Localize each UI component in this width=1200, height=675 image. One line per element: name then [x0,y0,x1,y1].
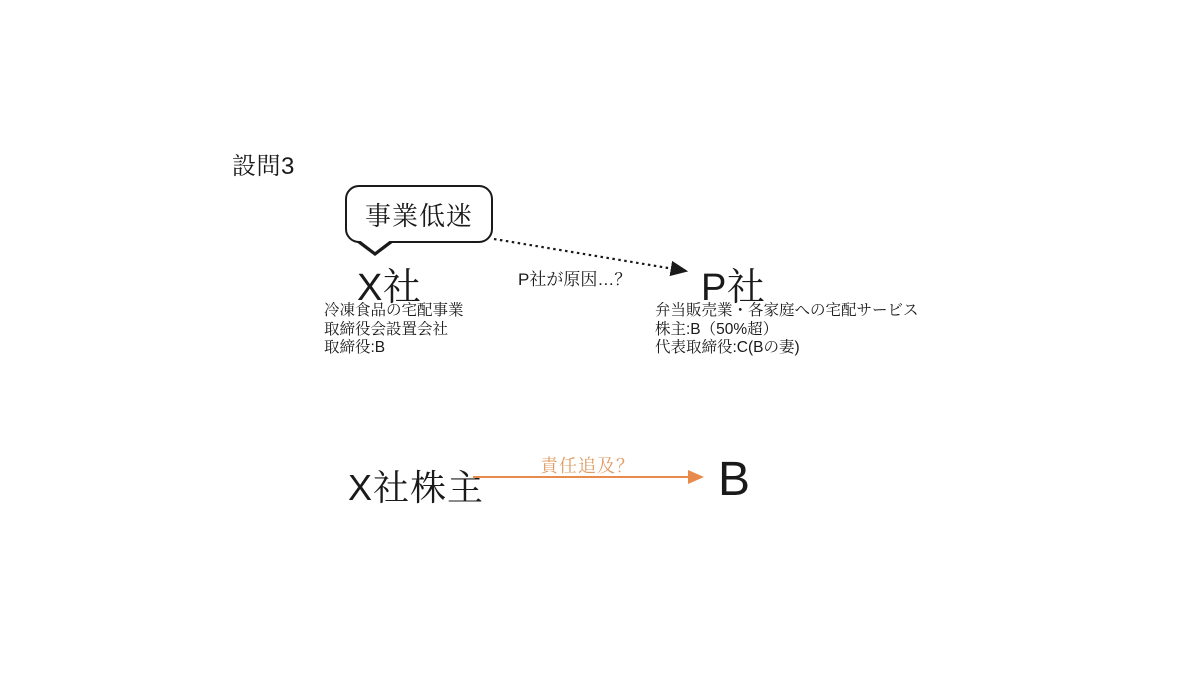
page-title: 設問3 [232,153,295,180]
company-x-detail-line: 取締役会設置会社 [324,320,449,338]
shareholders-x-label: X社株主 [348,467,485,508]
company-p-detail-line: 弁当販売業・各家庭への宅配サービス [655,302,919,319]
company-p-details [655,302,919,358]
dotted-arrow-label: P社が原因…？ [518,270,632,289]
callout-label: 事業低迷 [364,200,473,231]
company-x-details [324,302,464,358]
company-p-detail-line: 株主:B（50%超） [655,320,779,338]
liability-arrow-label: 責任追及？ [540,456,635,476]
company-x-name: X社 [357,267,422,309]
callout-bubble [345,185,493,243]
person-b-label: B [718,453,751,506]
company-p-detail-line: 代表取締役:C(Bの妻) [655,339,800,356]
company-x-detail-line: 冷凍食品の宅配事業 [324,302,464,319]
company-p-name: P社 [701,267,766,309]
company-x-detail-line: 取締役:B [324,339,386,356]
